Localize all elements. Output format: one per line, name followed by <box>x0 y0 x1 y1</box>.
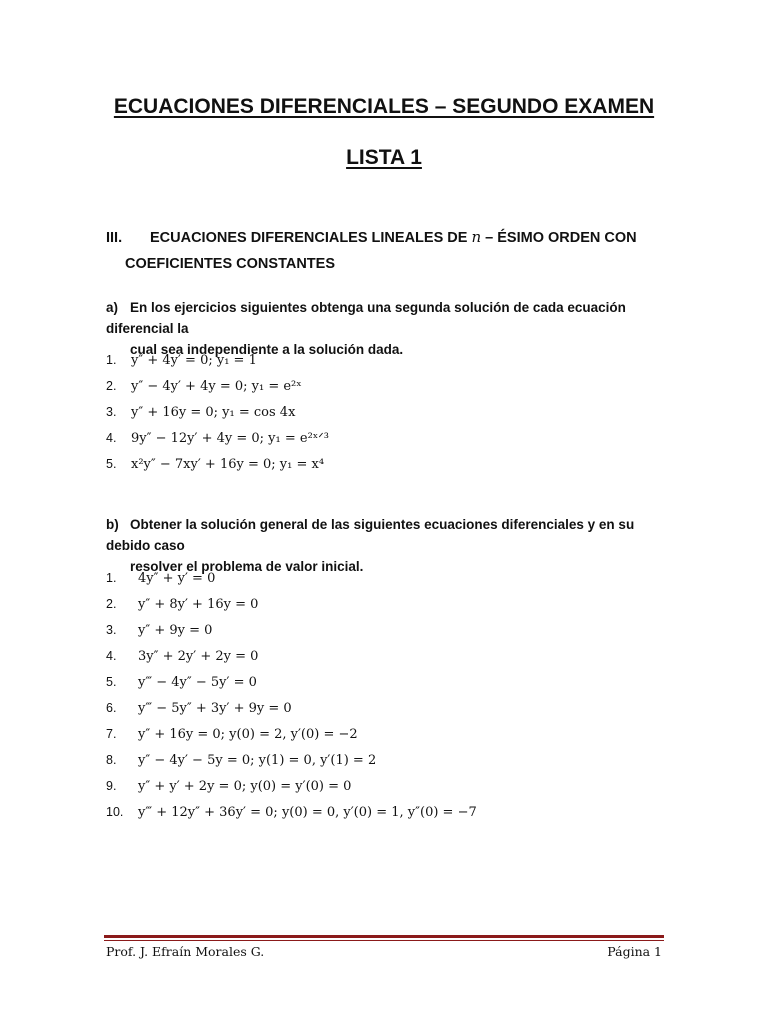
item-number: 3. <box>106 405 117 419</box>
equation: y″ + 16y = 0; y(0) = 2, y′(0) = −2 <box>138 727 358 742</box>
equation: y″ + 8y′ + 16y = 0 <box>138 597 259 612</box>
list-item <box>106 773 477 799</box>
footer-rule-thin <box>104 940 664 941</box>
item-number: 1. <box>106 353 117 367</box>
part-a-line1: En los ejercicios siguientes obtenga una segunda solución de cada ecuación diferencial la <box>106 300 626 336</box>
list-item <box>106 565 477 591</box>
equation: y″ + 16y = 0; y₁ = cos 4x <box>131 405 296 420</box>
document-title: ECUACIONES DIFERENCIALES – SEGUNDO EXAMEN <box>113 95 655 118</box>
part-b-line2: resolver el problema de valor inicial. <box>130 559 364 574</box>
section-heading-line2: COEFICIENTES CONSTANTES <box>125 256 335 272</box>
part-b-list <box>106 565 477 825</box>
item-number: 10. <box>106 805 124 819</box>
part-a-label: a) <box>106 300 119 315</box>
list-item <box>106 669 477 695</box>
footer-page-number: Página 1 <box>607 944 662 959</box>
equation: y‴ − 5y″ + 3y′ + 9y = 0 <box>138 701 292 716</box>
equation: 9y″ − 12y′ + 4y = 0; y₁ = e²ˣᐟ³ <box>131 431 330 446</box>
section-heading-pre: ECUACIONES DIFERENCIALES LINEALES DE <box>150 230 472 246</box>
part-a-line2: cual sea independiente a la solución dada. <box>130 342 404 357</box>
part-b-label: b) <box>106 517 119 532</box>
list-item <box>106 747 477 773</box>
list-item <box>106 399 329 425</box>
section-heading <box>106 224 666 277</box>
list-item <box>106 695 477 721</box>
part-a-list <box>106 347 329 477</box>
item-number: 5. <box>106 457 117 471</box>
equation: y″ − 4y′ + 4y = 0; y₁ = e²ˣ <box>131 379 302 394</box>
equation: x²y″ − 7xy′ + 16y = 0; y₁ = x⁴ <box>131 457 325 472</box>
list-item <box>106 425 329 451</box>
list-item <box>106 451 329 477</box>
list-item <box>106 373 329 399</box>
section-heading-post: – ÉSIMO ORDEN CON <box>481 230 637 246</box>
item-number: 8. <box>106 753 117 767</box>
item-number: 9. <box>106 779 117 793</box>
list-item <box>106 721 477 747</box>
equation: 4y″ + y′ = 0 <box>138 571 216 586</box>
item-number: 2. <box>106 597 117 611</box>
list-item <box>106 617 477 643</box>
equation: y″ + 9y = 0 <box>138 623 213 638</box>
part-b-line1: Obtener la solución general de las siguientes ecuaciones diferenciales y en su debido caso <box>106 517 635 553</box>
equation: 3y″ + 2y′ + 2y = 0 <box>138 649 259 664</box>
list-item <box>106 643 477 669</box>
list-item <box>106 799 477 825</box>
list-title: LISTA 1 <box>346 146 422 169</box>
equation: y″ − 4y′ − 5y = 0; y(1) = 0, y′(1) = 2 <box>138 753 377 768</box>
item-number: 1. <box>106 571 117 585</box>
footer-author: Prof. J. Efraín Morales G. <box>106 944 265 959</box>
section-number: III. <box>106 230 123 246</box>
equation: y″ + 4y′ = 0; y₁ = 1 <box>131 353 257 368</box>
section-heading-var: n <box>471 228 482 246</box>
item-number: 4. <box>106 649 117 663</box>
item-number: 7. <box>106 727 117 741</box>
item-number: 6. <box>106 701 117 715</box>
item-number: 3. <box>106 623 117 637</box>
equation: y‴ + 12y″ + 36y′ = 0; y(0) = 0, y′(0) = 1, y″(0) = −7 <box>138 805 477 820</box>
equation: y‴ − 4y″ − 5y′ = 0 <box>138 675 257 690</box>
footer-rule-thick <box>104 935 664 938</box>
item-number: 5. <box>106 675 117 689</box>
list-item <box>106 591 477 617</box>
list-item <box>106 347 329 373</box>
equation: y″ + y′ + 2y = 0; y(0) = y′(0) = 0 <box>138 779 352 794</box>
item-number: 4. <box>106 431 117 445</box>
item-number: 2. <box>106 379 117 393</box>
